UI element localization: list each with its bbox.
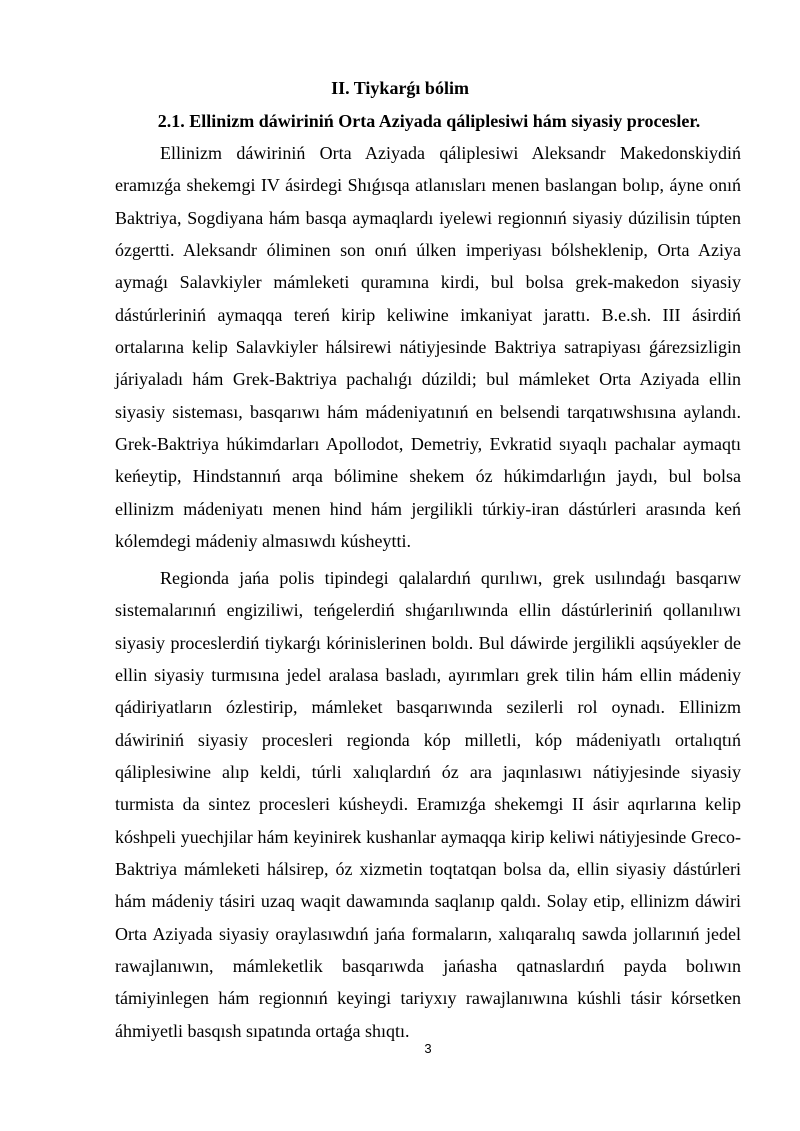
paragraph-2: Regionda jańa polis tipindegi qalalardıń qurılıwı, grek usılındaǵı basqarıw sistemalarınıń engiziliwi, teńgelerdiń shıǵarılıwında ellin dástúrleriniń qollanılıwı siyasiy proceslerdiń tiykarǵı kórinislerinen boldı. Bul dáwirde jergilikli aqsúyekler de ellin siyasiy turmısına jedel aralasa basladı, ayırımları grek tilin hám ellin mádeniy qádiriyatların ózlestirip, mámleket basqarıwında sezilerli rol oynadı. Ellinizm dáwiriniń siyasiy procesleri regionda kóp milletli, kóp mádeniyatlı ortalıqtıń qáliplesiwine alıp keldi, túrli xalıqlardıń óz ara jaqınlasıwı nátiyjesinde siyasiy turmista da sintez procesleri kúsheydi. Eramızǵa shekemgi II ásir aqırlarına kelip kóshpeli yuechjilar hám keyinirek kushanlar aymaqqa kirip keliwi nátiyjesinde Greco-Baktriya mámleketi hálsirep, óz xizmetin toqtatqan bolsa da, ellin siyasiy dástúrleri hám mádeniy tásiri uzaq waqit dawamında saqlanıp qaldı. Solay etip, ellinizm dáwiri Orta Aziyada siyasiy oraylasıwdıń jańa formaların, xalıqaralıq sawda jollarınıń jedel rawajlanıwın, mámleketlik basqarıwda jańasha qatnaslardıń payda bolıwın támiyinlegen hám regionnıń keyingi tariyxıy rawajlanıwına kúshli tásir kórsetken áhmiyetli basqısh sıpatında ortaǵa shıqtı.: [115, 568, 741, 1041]
section-title: II. Tiykarǵı bólim: [331, 78, 469, 98]
subsection-title: 2.1. Ellinizm dáwiriniń Orta Aziyada qáliplesiwi hám siyasiy procesler.: [157, 111, 701, 131]
page-number: 3: [424, 1041, 432, 1056]
paragraph-1: Ellinizm dáwiriniń Orta Aziyada qáliplesiwi Aleksandr Makedonskiydiń eramızǵa shekemgi IV ásirdegi Shıǵısqa atlanısları menen baslangan bolıp, áyne onıń Baktriya, Sogdiyana hám basqa aymaqlardı iyelewi regionnıń siyasiy dúzilisin túpten ózgertti. Aleksandr óliminen son onıń úlken imperiyası bólsheklenip, Orta Aziya aymaǵı Salavkiyler mámleketi quramına kirdi, bul bolsa grek-makedon siyasiy dástúrleriniń aymaqqa tereń kirip keliwine imkaniyat jarattı. B.e.sh. III ásirdiń ortalarına kelip Salavkiyler hálsirewi nátiyjesinde Baktriya satrapiyası ǵárezsizligin járiyaladı hám Grek-Baktriya pachalıǵı dúzildi; bul mámleket Orta Aziyada ellin siyasiy sisteması, basqarıwı hám mádeniyatınıń en belsendi tarqatıwshısına aylandı. Grek-Baktriya húkimdarları Apollodot, Demetriy, Evkratid sıyaqlı pachalar aymaqtı keńeytip, Hindstannıń arqa bólimine shekem óz húkimdarlıǵın jaydı, bul bolsa ellinizm mádeniyatı menen hind hám jergilikli túrkiy-iran dástúrleri arasında keń kólemdegi mádeniy almasıwdı kúsheytti.: [115, 143, 741, 552]
